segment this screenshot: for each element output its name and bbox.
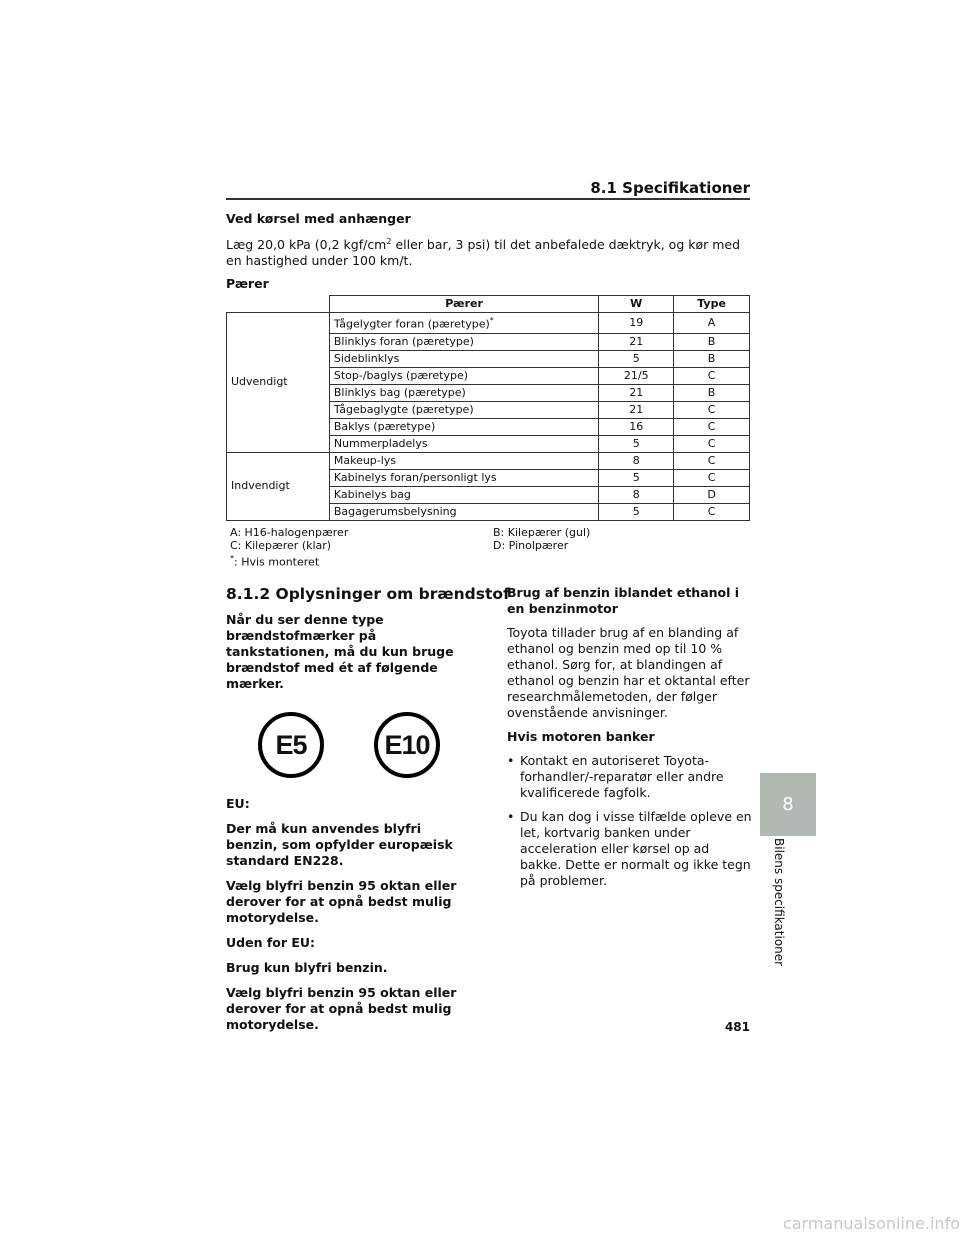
trailer-heading: Ved kørsel med anhænger xyxy=(226,211,411,226)
bulb-watt: 21/5 xyxy=(599,367,674,384)
bulb-name: Stop-/baglys (pæretype) xyxy=(329,367,598,384)
note-a: A: H16-halogenpærer xyxy=(230,526,349,539)
bulb-name: Bagagerumsbelysning xyxy=(329,503,598,520)
non-eu-text-2: Vælg blyfri benzin 95 oktan eller derover for at opnå bedst mulig motorydelse. xyxy=(226,985,457,1032)
bulb-name: Kabinelys bag xyxy=(329,486,598,503)
bulb-watt: 5 xyxy=(599,503,674,520)
bulbs-table xyxy=(226,295,750,521)
bulb-name: Kabinelys foran/personligt lys xyxy=(329,469,598,486)
list-item: • Kontakt en autoriseret Toyota-forhandler/-reparatør eller andre kvalificerede fagfolk. xyxy=(507,753,752,801)
bulb-type: C xyxy=(674,435,750,452)
bulb-type: B xyxy=(674,333,750,350)
bulb-watt: 21 xyxy=(599,333,674,350)
group-exterior: Udvendigt xyxy=(227,313,330,453)
eu-label: EU: xyxy=(226,796,250,811)
note-star: *: Hvis monteret xyxy=(230,554,320,569)
table-header-row xyxy=(227,296,750,313)
bulb-type: C xyxy=(674,418,750,435)
bulb-type: C xyxy=(674,401,750,418)
fuel-right-column xyxy=(507,585,752,897)
fuel-section-title: 8.1.2 Oplysninger om brændstof xyxy=(226,585,510,603)
bulb-name: Tågelygter foran (pæretype)* xyxy=(329,313,598,334)
table-row xyxy=(227,313,750,334)
bulb-name: Blinklys bag (pæretype) xyxy=(329,384,598,401)
bulb-type: C xyxy=(674,503,750,520)
ethanol-text: Toyota tillader brug af en blanding af ethanol og benzin med op til 10 % ethanol. Sørg for, at blandingen af ethanol og benzin har et oktantal efter researchmålemetoden, der følger ovenstående anvisninger. xyxy=(507,625,750,720)
non-eu-label: Uden for EU: xyxy=(226,935,316,950)
trailer-text: Læg 20,0 kPa (0,2 kgf/$cm^2$ eller bar, 3 psi) til det anbefalede dæktryk, og kør med en hastighed under 100 km/t. xyxy=(226,237,741,269)
bulb-name: Makeup-lys xyxy=(329,452,598,469)
bulb-name: Sideblinklys xyxy=(329,350,598,367)
bulb-name: Blinklys foran (pæretype) xyxy=(329,333,598,350)
e10-badge: E10 xyxy=(374,712,440,778)
bulb-type: C xyxy=(674,367,750,384)
group-interior: Indvendigt xyxy=(227,452,330,520)
section-header: 8.1 Specifikationer xyxy=(590,179,750,197)
bulb-watt: 21 xyxy=(599,384,674,401)
bulb-watt: 5 xyxy=(599,435,674,452)
page-number: 481 xyxy=(724,1020,750,1034)
list-item: • Du kan dog i visse tilfælde opleve en let, kortvarig banken under acceleration eller kørsel op ad bakke. Dette er normalt og ikke tegn på problemer. xyxy=(507,809,752,889)
note-c: C: Kilepærer (klar) xyxy=(230,539,332,552)
bulb-type: A xyxy=(674,313,750,334)
col-header-w: W xyxy=(599,296,674,313)
bulb-watt: 21 xyxy=(599,401,674,418)
bulb-watt: 5 xyxy=(599,350,674,367)
knock-list xyxy=(507,753,752,889)
col-header-bulb: Pærer xyxy=(329,296,598,313)
bulb-name: Baklys (pæretype) xyxy=(329,418,598,435)
bulb-type: C xyxy=(674,469,750,486)
note-b: B: Kilepærer (gul) xyxy=(493,526,591,539)
bulb-watt: 8 xyxy=(599,486,674,503)
bulb-type: D xyxy=(674,486,750,503)
bulb-type: C xyxy=(674,452,750,469)
bulb-watt: 8 xyxy=(599,452,674,469)
fuel-intro: Når du ser denne type brændstofmærker på tankstationen, må du kun bruge brændstof med ét af følgende mærker. xyxy=(226,612,454,691)
fuel-left-column xyxy=(226,612,476,1042)
bulb-watt: 19 xyxy=(599,313,674,334)
knock-heading: Hvis motoren banker xyxy=(507,729,655,744)
bulb-type: B xyxy=(674,384,750,401)
ethanol-heading: Brug af benzin iblandet ethanol i en benzinmotor xyxy=(507,585,740,616)
bulb-watt: 16 xyxy=(599,418,674,435)
chapter-tab: 8 xyxy=(760,773,816,836)
bulb-name: Tågebaglygte (pæretype) xyxy=(329,401,598,418)
watermark: carmanualsonline.info xyxy=(782,1214,960,1233)
eu-text-2: Vælg blyfri benzin 95 oktan eller derover for at opnå bedst mulig motorydelse. xyxy=(226,878,457,925)
e5-badge: E5 xyxy=(258,712,324,778)
table-row xyxy=(227,452,750,469)
eu-text-1: Der må kun anvendes blyfri benzin, som opfylder europæisk standard EN228. xyxy=(226,821,453,868)
fuel-badges xyxy=(226,692,476,796)
chapter-label: Bilens specifikationer xyxy=(772,838,786,967)
bulb-type: B xyxy=(674,350,750,367)
note-d: D: Pinolpærer xyxy=(493,539,569,552)
col-header-type: Type xyxy=(674,296,750,313)
header-rule xyxy=(226,198,750,200)
bulb-watt: 5 xyxy=(599,469,674,486)
bulb-name: Nummerpladelys xyxy=(329,435,598,452)
non-eu-text-1: Brug kun blyfri benzin. xyxy=(226,960,388,975)
bulbs-heading: Pærer xyxy=(226,276,269,291)
